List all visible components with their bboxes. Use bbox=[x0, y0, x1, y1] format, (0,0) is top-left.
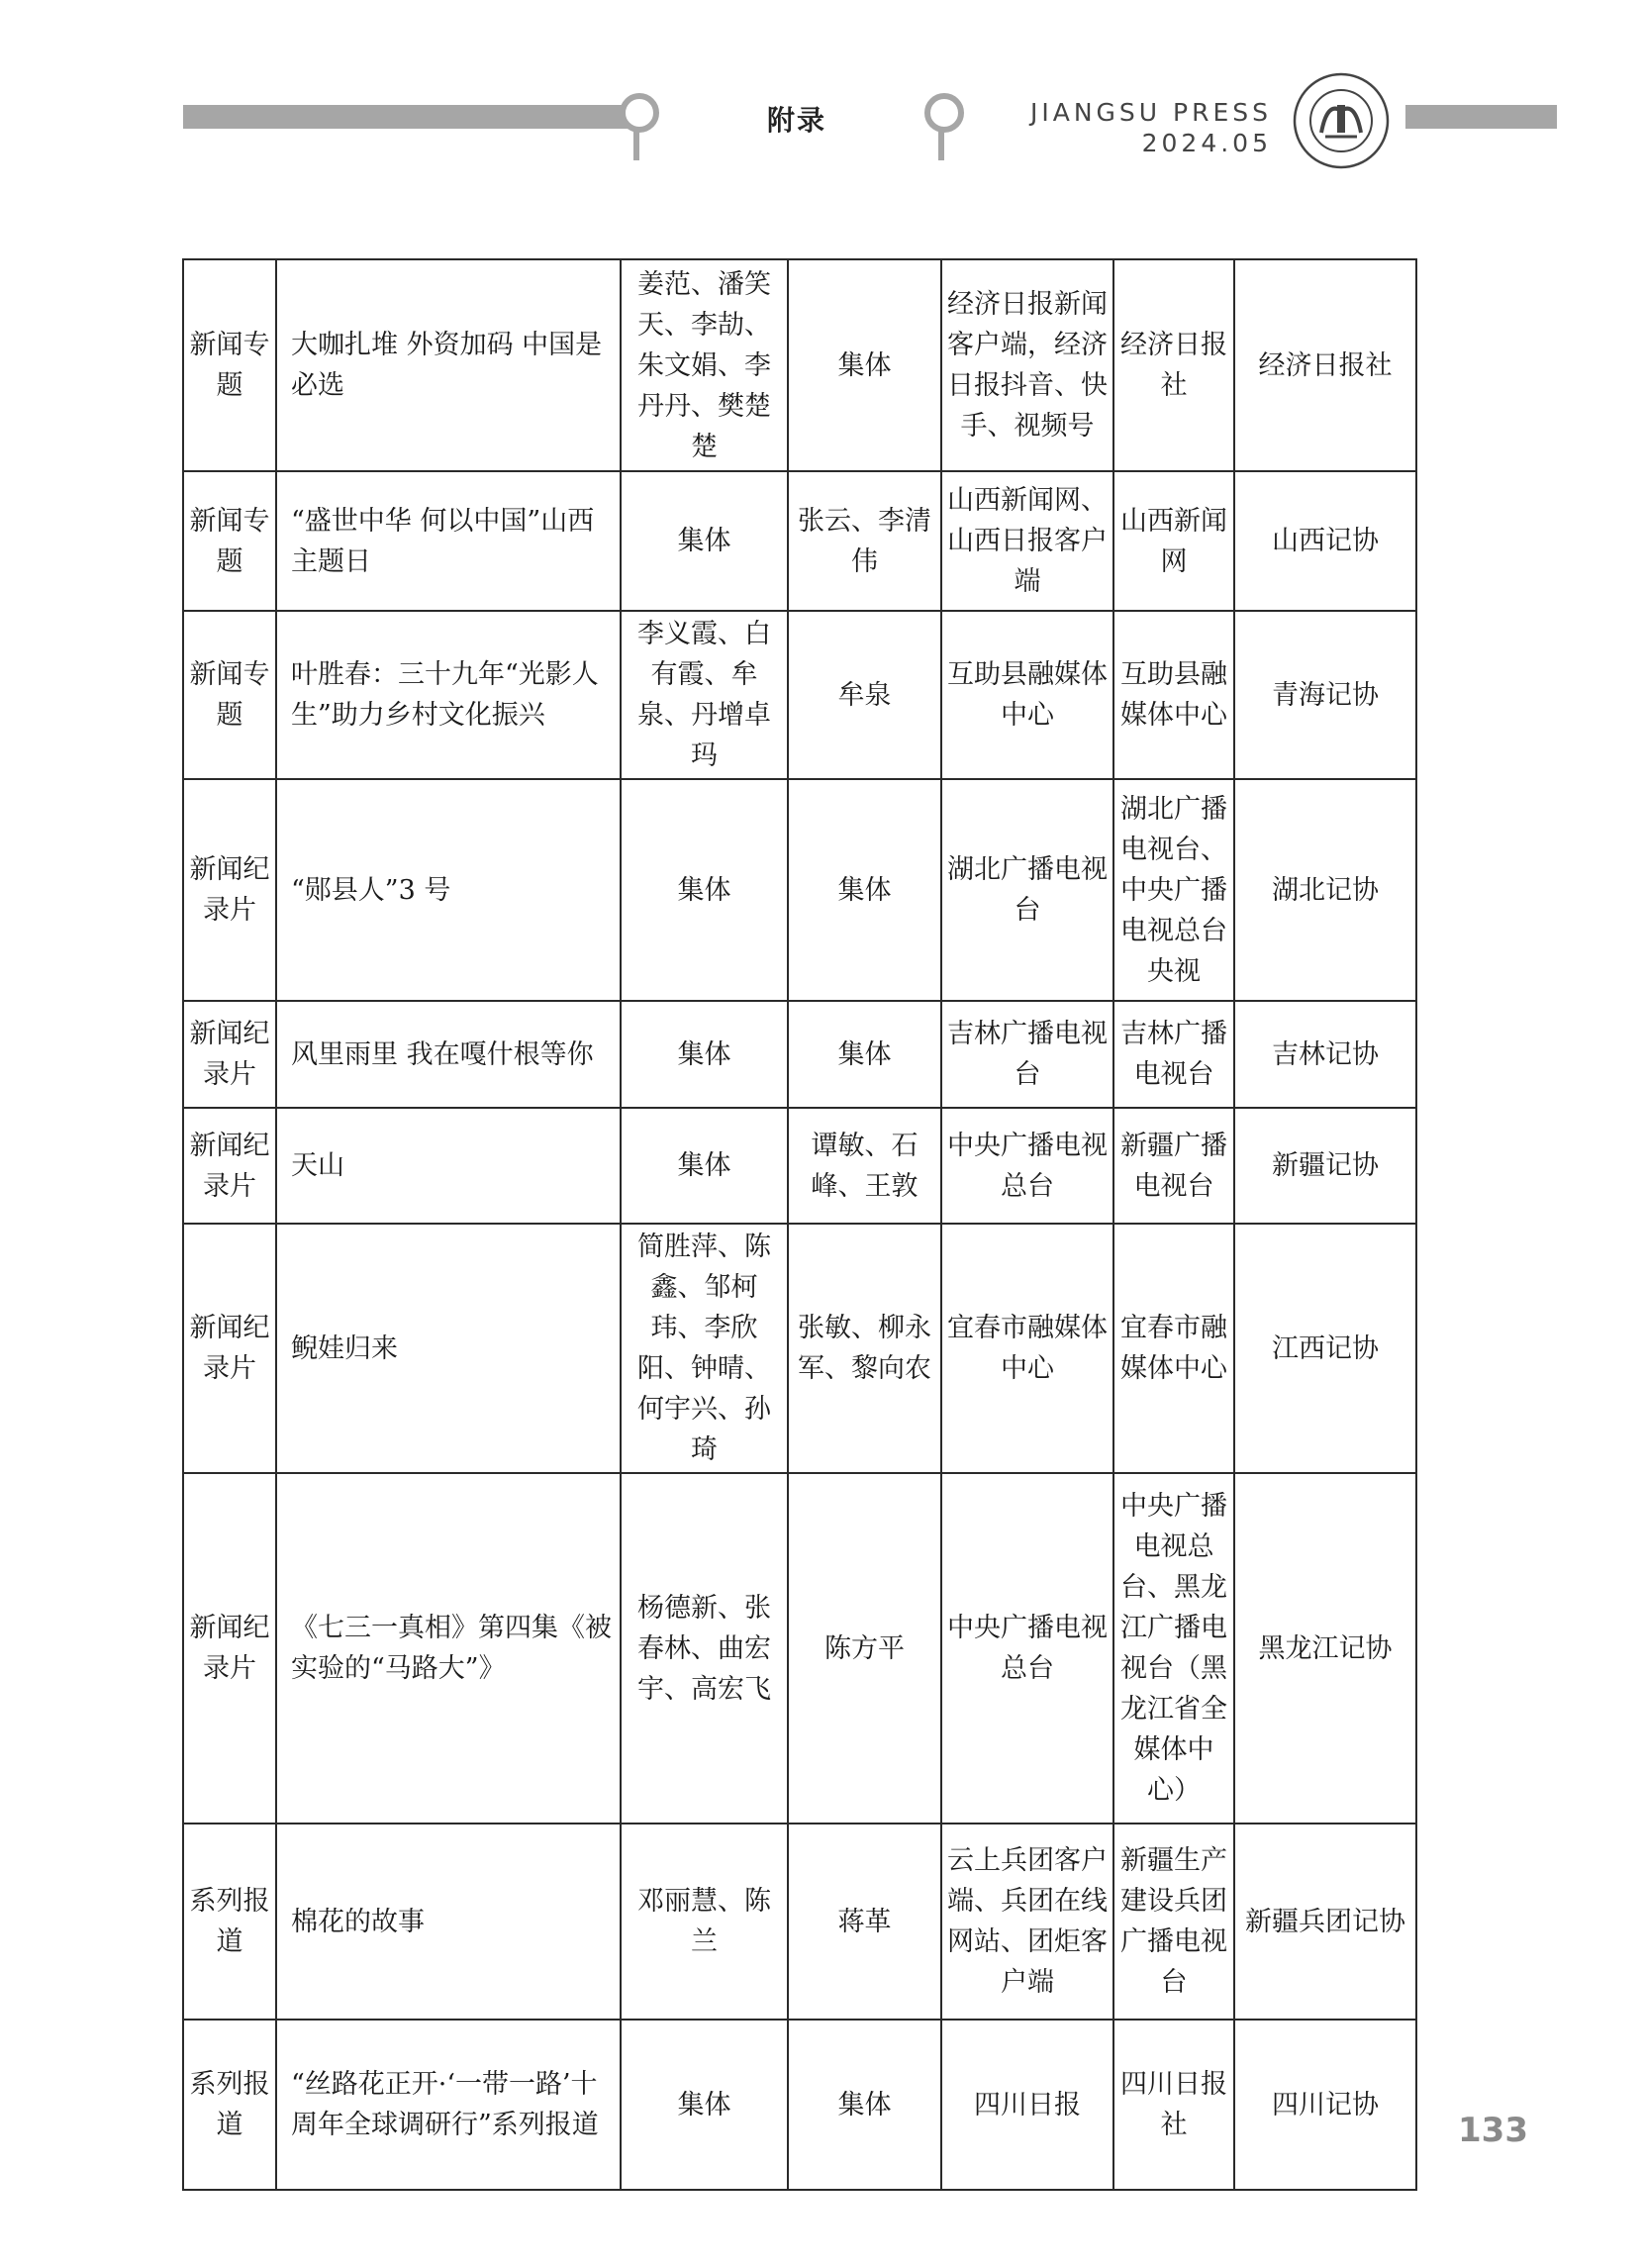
brand-name: JIANGSU PRESS bbox=[1029, 98, 1272, 127]
authors-cell: 集体 bbox=[621, 779, 788, 1001]
title-cell: 天山 bbox=[276, 1108, 621, 1224]
category-cell: 新闻专题 bbox=[183, 471, 276, 611]
recommender-cell: 湖北记协 bbox=[1234, 779, 1416, 1001]
pin-icon-right bbox=[920, 91, 968, 162]
editors-cell: 蒋革 bbox=[788, 1824, 941, 2020]
publisher-cell: 互助县融媒体中心 bbox=[1113, 611, 1234, 779]
platform-cell: 互助县融媒体中心 bbox=[941, 611, 1113, 779]
editors-cell: 集体 bbox=[788, 2020, 941, 2190]
title-cell: “盛世中华 何以中国”山西主题日 bbox=[276, 471, 621, 611]
platform-cell: 山西新闻网、山西日报客户端 bbox=[941, 471, 1113, 611]
table-row bbox=[183, 611, 1416, 779]
platform-cell: 四川日报 bbox=[941, 2020, 1113, 2190]
editors-cell: 陈方平 bbox=[788, 1473, 941, 1824]
platform-cell: 湖北广播电视台 bbox=[941, 779, 1113, 1001]
awards-table bbox=[182, 258, 1417, 2191]
platform-cell: 云上兵团客户端、兵团在线网站、团炬客户端 bbox=[941, 1824, 1113, 2020]
category-cell: 系列报道 bbox=[183, 2020, 276, 2190]
authors-cell: 简胜萍、陈鑫、邹柯玮、李欣阳、钟晴、何宇兴、孙琦 bbox=[621, 1224, 788, 1473]
editors-cell: 集体 bbox=[788, 779, 941, 1001]
publisher-cell: 新疆生产建设兵团广播电视台 bbox=[1113, 1824, 1234, 2020]
publisher-cell: 湖北广播电视台、中央广播电视总台央视 bbox=[1113, 779, 1234, 1001]
category-cell: 新闻纪录片 bbox=[183, 1001, 276, 1108]
editors-cell: 集体 bbox=[788, 1001, 941, 1108]
publisher-cell: 中央广播电视总台、黑龙江广播电视台（黑龙江省全媒体中心） bbox=[1113, 1473, 1234, 1824]
publisher-cell: 宜春市融媒体中心 bbox=[1113, 1224, 1234, 1473]
recommender-cell: 青海记协 bbox=[1234, 611, 1416, 779]
authors-cell: 姜范、潘笑天、李劼、朱文娟、李丹丹、樊楚楚 bbox=[621, 259, 788, 471]
publisher-cell: 吉林广播电视台 bbox=[1113, 1001, 1234, 1108]
authors-cell: 集体 bbox=[621, 2020, 788, 2190]
issue-date: 2024.05 bbox=[1141, 129, 1272, 157]
category-cell: 新闻纪录片 bbox=[183, 1108, 276, 1224]
title-cell: 棉花的故事 bbox=[276, 1824, 621, 2020]
platform-cell: 宜春市融媒体中心 bbox=[941, 1224, 1113, 1473]
table-row bbox=[183, 1001, 1416, 1108]
title-cell: 叶胜春：三十九年“光影人生”助力乡村文化振兴 bbox=[276, 611, 621, 779]
recommender-cell: 经济日报社 bbox=[1234, 259, 1416, 471]
platform-cell: 经济日报新闻客户端，经济日报抖音、快手、视频号 bbox=[941, 259, 1113, 471]
recommender-cell: 山西记协 bbox=[1234, 471, 1416, 611]
authors-cell: 杨德新、张春林、曲宏宇、高宏飞 bbox=[621, 1473, 788, 1824]
pin-icon-left bbox=[616, 91, 663, 162]
table-row bbox=[183, 1473, 1416, 1824]
authors-cell: 集体 bbox=[621, 471, 788, 611]
category-cell: 系列报道 bbox=[183, 1824, 276, 2020]
title-cell: 风里雨里 我在嘎什根等你 bbox=[276, 1001, 621, 1108]
title-cell: “郧县人”3 号 bbox=[276, 779, 621, 1001]
page-number: 133 bbox=[1458, 2111, 1528, 2150]
platform-cell: 中央广播电视总台 bbox=[941, 1108, 1113, 1224]
recommender-cell: 四川记协 bbox=[1234, 2020, 1416, 2190]
recommender-cell: 江西记协 bbox=[1234, 1224, 1416, 1473]
title-cell: 大咖扎堆 外资加码 中国是必选 bbox=[276, 259, 621, 471]
table-row bbox=[183, 1824, 1416, 2020]
editors-cell: 牟泉 bbox=[788, 611, 941, 779]
table-row bbox=[183, 259, 1416, 471]
publisher-cell: 四川日报社 bbox=[1113, 2020, 1234, 2190]
category-cell: 新闻专题 bbox=[183, 259, 276, 471]
recommender-cell: 新疆兵团记协 bbox=[1234, 1824, 1416, 2020]
editors-cell: 张云、李清伟 bbox=[788, 471, 941, 611]
brand-block bbox=[1010, 97, 1272, 158]
publisher-cell: 新疆广播电视台 bbox=[1113, 1108, 1234, 1224]
authors-cell: 集体 bbox=[621, 1001, 788, 1108]
platform-cell: 吉林广播电视台 bbox=[941, 1001, 1113, 1108]
category-cell: 新闻纪录片 bbox=[183, 779, 276, 1001]
association-seal-icon bbox=[1292, 71, 1391, 170]
title-cell: 鲵娃归来 bbox=[276, 1224, 621, 1473]
authors-cell: 邓丽慧、陈兰 bbox=[621, 1824, 788, 2020]
section-title: 附录 bbox=[767, 104, 827, 137]
authors-cell: 集体 bbox=[621, 1108, 788, 1224]
publisher-cell: 山西新闻网 bbox=[1113, 471, 1234, 611]
header-bar-right bbox=[1405, 105, 1557, 129]
recommender-cell: 新疆记协 bbox=[1234, 1108, 1416, 1224]
table-row bbox=[183, 2020, 1416, 2190]
table-row bbox=[183, 1108, 1416, 1224]
table-row bbox=[183, 779, 1416, 1001]
table-row bbox=[183, 471, 1416, 611]
category-cell: 新闻纪录片 bbox=[183, 1224, 276, 1473]
editors-cell: 集体 bbox=[788, 259, 941, 471]
publisher-cell: 经济日报社 bbox=[1113, 259, 1234, 471]
editors-cell: 谭敏、石峰、王敦 bbox=[788, 1108, 941, 1224]
recommender-cell: 黑龙江记协 bbox=[1234, 1473, 1416, 1824]
title-cell: “丝路花正开·‘一带一路’十周年全球调研行”系列报道 bbox=[276, 2020, 621, 2190]
table-row bbox=[183, 1224, 1416, 1473]
category-cell: 新闻纪录片 bbox=[183, 1473, 276, 1824]
header-bar-left bbox=[183, 105, 638, 129]
recommender-cell: 吉林记协 bbox=[1234, 1001, 1416, 1108]
title-cell: 《七三一真相》第四集《被实验的“马路大”》 bbox=[276, 1473, 621, 1824]
platform-cell: 中央广播电视总台 bbox=[941, 1473, 1113, 1824]
authors-cell: 李义霞、白有霞、牟泉、丹增卓玛 bbox=[621, 611, 788, 779]
editors-cell: 张敏、柳永军、黎向农 bbox=[788, 1224, 941, 1473]
category-cell: 新闻专题 bbox=[183, 611, 276, 779]
